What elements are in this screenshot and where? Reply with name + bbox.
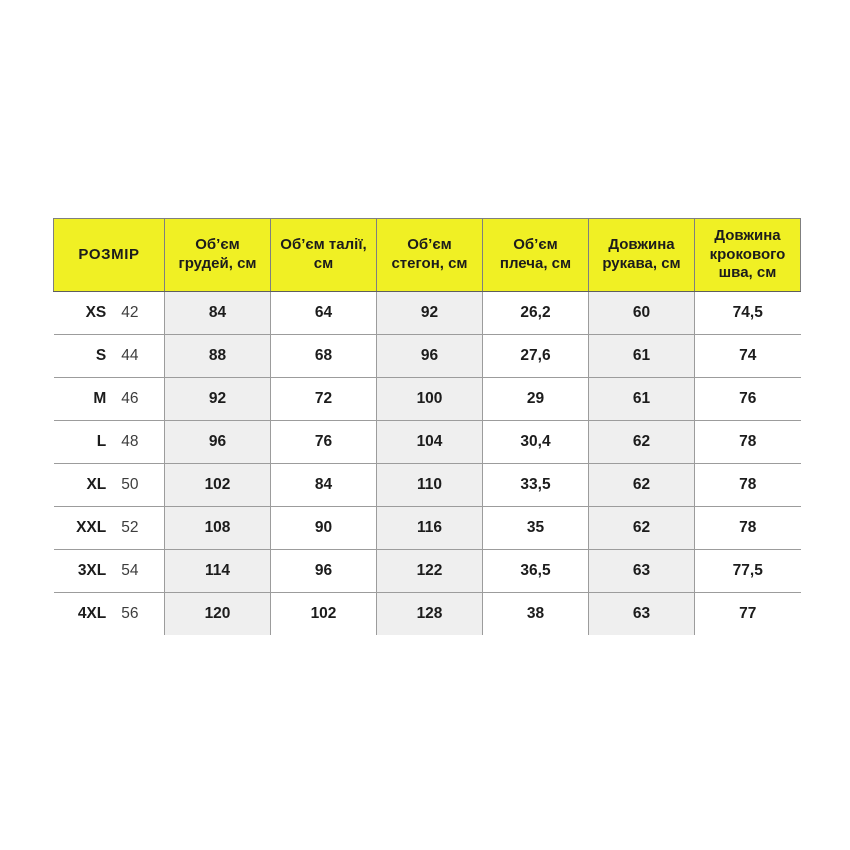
size-cell — [54, 550, 165, 593]
header-row — [54, 219, 801, 292]
value-cell: 90 — [271, 507, 377, 550]
size-number: 54 — [121, 562, 139, 579]
value-cell: 35 — [483, 507, 589, 550]
value-cell: 38 — [483, 593, 589, 636]
size-cell — [54, 421, 165, 464]
header-hips: Об’єм стегон, см — [377, 219, 483, 292]
value-cell: 63 — [589, 593, 695, 636]
size-number: 48 — [121, 433, 139, 450]
value-cell: 84 — [271, 464, 377, 507]
value-cell: 96 — [271, 550, 377, 593]
value-cell: 62 — [589, 421, 695, 464]
value-cell: 108 — [165, 507, 271, 550]
value-cell: 76 — [695, 378, 801, 421]
value-cell: 36,5 — [483, 550, 589, 593]
size-cell — [54, 464, 165, 507]
table-row — [54, 593, 801, 636]
size-cell — [54, 507, 165, 550]
value-cell: 96 — [165, 421, 271, 464]
header-inseam: Довжина крокового шва, см — [695, 219, 801, 292]
value-cell: 76 — [271, 421, 377, 464]
value-cell: 77 — [695, 593, 801, 636]
value-cell: 29 — [483, 378, 589, 421]
table-row — [54, 507, 801, 550]
value-cell: 78 — [695, 464, 801, 507]
header-chest: Об’єм грудей, см — [165, 219, 271, 292]
value-cell: 26,2 — [483, 292, 589, 335]
size-number: 46 — [121, 390, 139, 407]
value-cell: 122 — [377, 550, 483, 593]
value-cell: 116 — [377, 507, 483, 550]
value-cell: 84 — [165, 292, 271, 335]
value-cell: 61 — [589, 378, 695, 421]
size-label: L — [96, 433, 107, 450]
size-label: 4XL — [77, 605, 107, 622]
size-label: 3XL — [77, 562, 107, 579]
value-cell: 92 — [377, 292, 483, 335]
size-number: 50 — [121, 476, 139, 493]
value-cell: 128 — [377, 593, 483, 636]
value-cell: 60 — [589, 292, 695, 335]
value-cell: 62 — [589, 507, 695, 550]
size-cell — [54, 593, 165, 636]
value-cell: 68 — [271, 335, 377, 378]
table-row — [54, 292, 801, 335]
table-row — [54, 335, 801, 378]
value-cell: 100 — [377, 378, 483, 421]
size-number: 52 — [121, 519, 139, 536]
header-sleeve: Довжина рукава, см — [589, 219, 695, 292]
table-row — [54, 464, 801, 507]
value-cell: 27,6 — [483, 335, 589, 378]
value-cell: 63 — [589, 550, 695, 593]
value-cell: 88 — [165, 335, 271, 378]
value-cell: 104 — [377, 421, 483, 464]
value-cell: 114 — [165, 550, 271, 593]
value-cell: 102 — [165, 464, 271, 507]
table-row — [54, 421, 801, 464]
size-number: 44 — [121, 347, 139, 364]
size-number: 42 — [121, 304, 139, 321]
header-size: РОЗМІР — [54, 219, 165, 292]
header-waist: Об’єм талії, см — [271, 219, 377, 292]
value-cell: 74,5 — [695, 292, 801, 335]
table-row — [54, 378, 801, 421]
value-cell: 61 — [589, 335, 695, 378]
value-cell: 120 — [165, 593, 271, 636]
size-cell — [54, 292, 165, 335]
value-cell: 78 — [695, 507, 801, 550]
size-label: XXL — [76, 519, 107, 536]
header-shoulder: Об’єм плеча, см — [483, 219, 589, 292]
value-cell: 74 — [695, 335, 801, 378]
value-cell: 96 — [377, 335, 483, 378]
value-cell: 110 — [377, 464, 483, 507]
value-cell: 30,4 — [483, 421, 589, 464]
size-label: M — [93, 390, 107, 407]
size-chart-body — [54, 292, 801, 636]
size-label: XL — [86, 476, 107, 493]
value-cell: 77,5 — [695, 550, 801, 593]
value-cell: 64 — [271, 292, 377, 335]
table-header — [54, 219, 801, 292]
value-cell: 78 — [695, 421, 801, 464]
size-label: S — [95, 347, 107, 364]
table-row — [54, 550, 801, 593]
size-number: 56 — [121, 605, 139, 622]
value-cell: 92 — [165, 378, 271, 421]
value-cell: 72 — [271, 378, 377, 421]
size-cell — [54, 335, 165, 378]
size-label: XS — [85, 304, 107, 321]
size-cell — [54, 378, 165, 421]
size-chart-table — [53, 218, 801, 635]
value-cell: 33,5 — [483, 464, 589, 507]
value-cell: 62 — [589, 464, 695, 507]
value-cell: 102 — [271, 593, 377, 636]
